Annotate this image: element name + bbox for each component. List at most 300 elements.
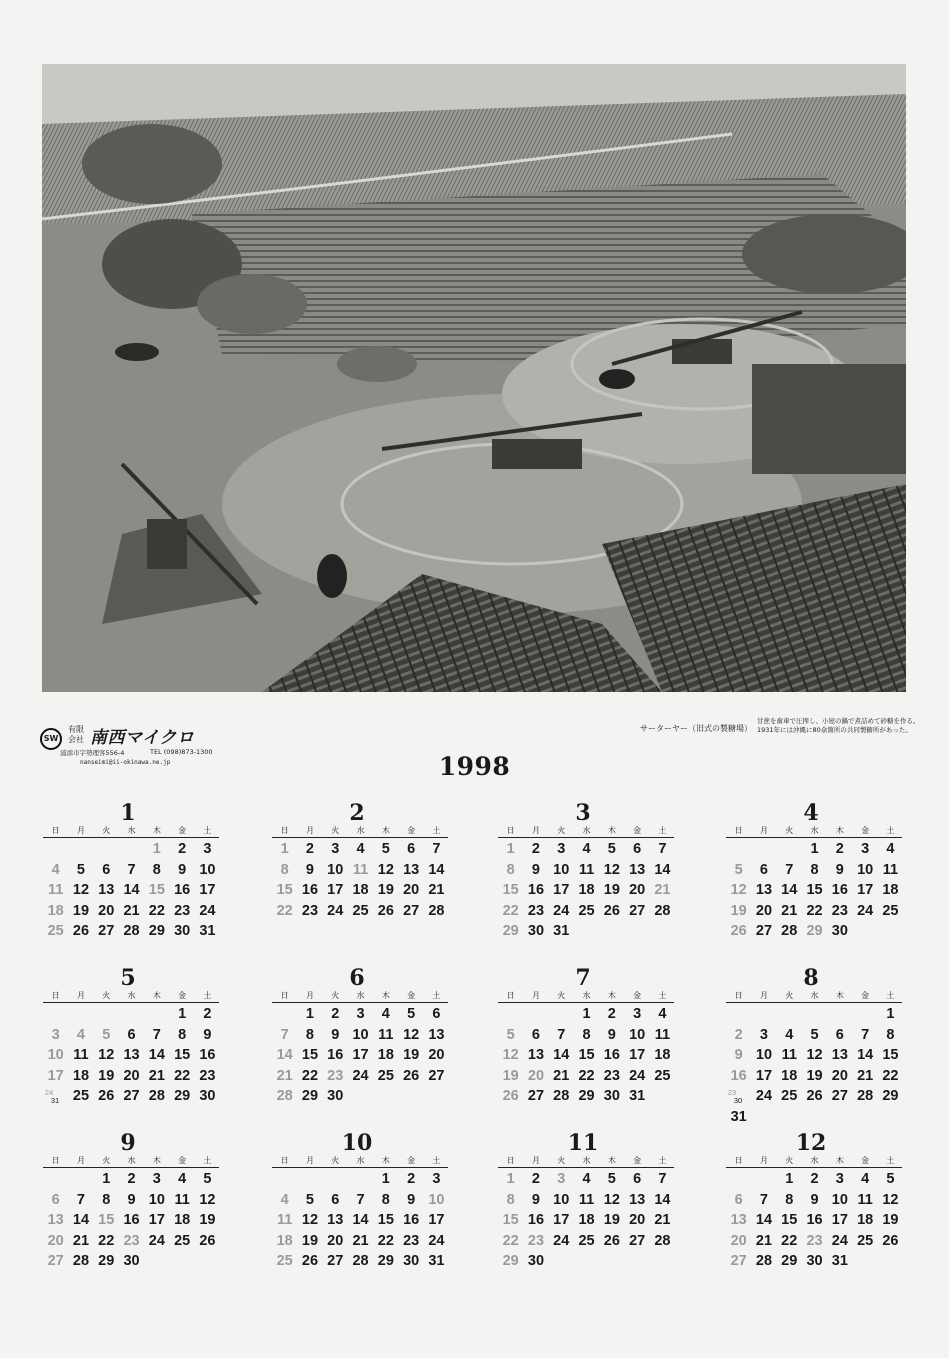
day-cell: 21 [755, 1232, 773, 1249]
day-cell: 19 [72, 902, 90, 919]
day-cell: 5 [381, 841, 390, 857]
day-cell: 1 [506, 1171, 515, 1187]
company-address: 浦添市字勢理客556-4 [60, 749, 125, 757]
day-cell: 20 [629, 882, 646, 898]
weekday-label: 月 [759, 991, 768, 1000]
day-cell: 9 [305, 861, 314, 878]
weekday-label: 月 [759, 826, 768, 835]
day-cell: 17 [553, 1212, 570, 1228]
day-cell: 21 [352, 1232, 369, 1249]
day-cell: 3 [759, 1026, 768, 1043]
day-cell: 3 [432, 1171, 441, 1187]
day-cell: 3 [557, 841, 566, 857]
day-cell: 1 [886, 1006, 895, 1022]
month-5 [43, 965, 219, 1115]
day-cell: 19 [882, 1212, 899, 1228]
month-9 [43, 1130, 219, 1280]
weekday-header [43, 826, 219, 838]
day-cell: 3 [356, 1006, 365, 1022]
weekday-label: 火 [557, 1156, 566, 1165]
day-cell: 26 [882, 1232, 899, 1249]
day-cell: 4 [356, 841, 365, 857]
day-cell: 9 [607, 1026, 616, 1043]
day-cell: 22 [148, 902, 165, 919]
weekday-label: 土 [886, 826, 895, 835]
day-cell: 13 [629, 1191, 646, 1208]
day-cell: 13 [755, 882, 773, 898]
day-cell: 27 [98, 923, 115, 939]
weekday-label: 金 [178, 826, 187, 835]
day-cell: 26 [806, 1088, 823, 1104]
weekday-label: 月 [305, 991, 314, 1000]
day-cell: 14 [654, 1191, 671, 1208]
day-cell: 7 [152, 1026, 161, 1043]
day-cell: 12 [730, 882, 747, 898]
weekday-label: 月 [531, 991, 540, 1000]
day-cell: 4 [658, 1006, 667, 1022]
day-cell: 23 [603, 1067, 620, 1084]
day-cell: 15 [502, 1212, 519, 1228]
day-cell: 17 [327, 882, 344, 898]
weekday-label: 日 [506, 1156, 515, 1165]
day-cell: 9 [734, 1047, 743, 1063]
day-cell: 24 [553, 902, 570, 919]
day-cell: 10 [428, 1191, 445, 1208]
day-cell: 24 [199, 902, 216, 919]
weekday-label: 木 [607, 826, 616, 835]
day-cell: 2 [607, 1006, 616, 1022]
day-cell: 7 [76, 1191, 85, 1208]
day-cell: 28 [72, 1253, 90, 1269]
day-cell: 19 [377, 882, 394, 898]
day-cell: 3 [861, 841, 870, 857]
day-cell: 1 [178, 1006, 187, 1022]
day-cell: 17 [199, 882, 216, 898]
day-cell: 11 [73, 1047, 89, 1063]
weekday-label: 日 [506, 991, 515, 1000]
company-name: 南西マイクロ [90, 728, 195, 748]
day-cell: 21 [781, 902, 798, 919]
day-grid [726, 1004, 902, 1127]
day-cell: 18 [882, 882, 899, 898]
day-grid [726, 839, 902, 942]
day-cell: 23 [199, 1067, 216, 1084]
day-cell: 13 [428, 1026, 445, 1043]
day-cell: 16 [174, 882, 191, 898]
day-cell: 27 [403, 902, 420, 919]
day-cell: 7 [759, 1191, 768, 1208]
day-cell: 10 [199, 861, 216, 878]
day-cell: 23 [301, 902, 319, 919]
day-cell: 30 [527, 923, 545, 939]
month-number: 9 [120, 1130, 136, 1156]
day-cell: 29 [806, 923, 823, 939]
day-cell: 13 [629, 861, 646, 878]
day-cell: 23 30 [727, 1088, 743, 1105]
day-cell: 10 [47, 1047, 64, 1063]
weekday-header [272, 991, 448, 1003]
day-cell: 3 [331, 841, 340, 857]
month-number: 6 [349, 965, 365, 991]
day-grid [272, 839, 448, 921]
day-cell: 18 [174, 1212, 191, 1228]
day-cell: 5 [810, 1026, 819, 1043]
day-cell: 15 [377, 1212, 394, 1228]
day-cell: 28 [148, 1088, 165, 1104]
day-cell: 26 [603, 902, 620, 919]
weekday-label: 火 [331, 991, 340, 1000]
day-cell: 2 [127, 1171, 136, 1187]
day-cell: 5 [506, 1026, 515, 1043]
day-cell: 13 [403, 861, 420, 878]
weekday-label: 日 [734, 826, 743, 835]
day-cell: 27 [527, 1088, 545, 1104]
day-cell: 31 [629, 1088, 646, 1104]
day-cell: 20 [527, 1067, 545, 1084]
weekday-label: 月 [531, 826, 540, 835]
month-number: 12 [795, 1130, 827, 1156]
day-cell: 11 [578, 861, 595, 878]
day-cell: 30 [527, 1253, 545, 1269]
day-cell: 24 [352, 1067, 369, 1084]
day-cell: 15 [98, 1212, 115, 1228]
day-cell: 5 [203, 1171, 212, 1187]
day-cell: 11 [378, 1026, 394, 1043]
company-type: 有限 会社 [68, 725, 84, 744]
weekday-label: 土 [658, 1156, 667, 1165]
day-grid [43, 839, 219, 942]
day-cell: 15 [781, 1212, 798, 1228]
day-cell: 28 [553, 1088, 570, 1104]
day-cell: 20 [403, 882, 420, 898]
month-number: 10 [341, 1130, 373, 1156]
day-cell: 8 [810, 861, 819, 878]
weekday-header [498, 991, 674, 1003]
day-cell: 18 [72, 1067, 90, 1084]
day-cell: 7 [658, 841, 667, 857]
company-phone: TEL (098)873-1300 [150, 748, 213, 756]
weekday-label: 月 [76, 991, 85, 1000]
day-cell: 11 [781, 1047, 797, 1063]
weekday-label: 土 [886, 991, 895, 1000]
day-cell: 25 [882, 902, 899, 919]
day-cell: 28 [755, 1253, 773, 1269]
day-cell: 12 [98, 1047, 115, 1063]
month-11 [498, 1130, 674, 1280]
day-cell: 21 [123, 902, 140, 919]
weekday-label: 金 [633, 1156, 642, 1165]
day-cell: 29 [148, 923, 165, 939]
day-cell: 24 [629, 1067, 646, 1084]
day-cell: 13 [327, 1212, 344, 1228]
day-cell: 15 [502, 882, 519, 898]
weekday-label: 木 [381, 991, 390, 1000]
day-grid [498, 1169, 674, 1272]
weekday-label: 金 [633, 991, 642, 1000]
day-cell: 17 [831, 1212, 848, 1228]
day-cell: 27 [123, 1088, 140, 1104]
day-cell: 2 [203, 1006, 212, 1022]
day-cell: 7 [557, 1026, 566, 1043]
day-cell: 22 [301, 1067, 319, 1084]
company-email: nanseimi@ii-okinawa.ne.jp [80, 759, 171, 766]
day-cell: 30 [806, 1253, 823, 1269]
weekday-label: 金 [407, 991, 416, 1000]
day-cell: 6 [407, 841, 416, 857]
day-cell: 29 [377, 1253, 394, 1269]
day-cell: 5 [607, 1171, 616, 1187]
weekday-label: 月 [305, 826, 314, 835]
day-cell: 13 [730, 1212, 747, 1228]
day-cell: 17 [148, 1212, 165, 1228]
day-cell: 30 [403, 1253, 420, 1269]
day-cell: 20 [755, 902, 773, 919]
day-cell: 18 [654, 1047, 671, 1063]
day-cell: 26 [403, 1067, 420, 1084]
day-cell: 5 [886, 1171, 895, 1187]
weekday-label: 金 [407, 1156, 416, 1165]
day-cell: 4 [785, 1026, 794, 1043]
day-cell: 30 [199, 1088, 216, 1104]
day-cell: 6 [127, 1026, 136, 1043]
day-cell: 29 [502, 1253, 519, 1269]
day-cell: 22 [806, 902, 823, 919]
month-number: 3 [575, 800, 591, 826]
day-cell: 26 [377, 902, 394, 919]
day-cell: 10 [755, 1047, 773, 1063]
day-cell: 14 [276, 1047, 293, 1063]
weekday-label: 水 [127, 826, 136, 835]
day-cell: 16 [301, 882, 319, 898]
day-cell: 3 [51, 1026, 60, 1043]
weekday-label: 水 [582, 1156, 591, 1165]
day-cell: 4 [381, 1006, 390, 1022]
day-cell: 17 [352, 1047, 369, 1063]
day-cell: 22 [174, 1067, 191, 1084]
day-cell: 3 [152, 1171, 161, 1187]
weekday-header [498, 826, 674, 838]
month-number: 8 [803, 965, 819, 991]
day-cell: 29 [301, 1088, 319, 1104]
weekday-label: 土 [203, 826, 212, 835]
day-cell: 17 [47, 1067, 64, 1084]
day-cell: 21 [553, 1067, 570, 1084]
day-cell: 25 [276, 1253, 293, 1269]
day-cell: 8 [152, 861, 161, 878]
month-6 [272, 965, 448, 1115]
day-cell: 25 [654, 1067, 671, 1084]
day-cell: 16 [199, 1047, 216, 1063]
day-cell: 21 [857, 1067, 874, 1084]
day-cell: 12 [806, 1047, 823, 1063]
weekday-header [726, 826, 902, 838]
day-grid [272, 1169, 448, 1272]
day-cell: 25 [781, 1088, 798, 1104]
weekday-label: 金 [178, 991, 187, 1000]
day-cell: 20 [730, 1232, 747, 1249]
day-cell: 5 [305, 1191, 314, 1208]
weekday-label: 月 [76, 826, 85, 835]
day-cell: 12 [72, 882, 90, 898]
day-cell: 28 [781, 923, 798, 939]
weekday-label: 土 [886, 1156, 895, 1165]
day-cell: 20 [98, 902, 115, 919]
day-cell: 18 [377, 1047, 394, 1063]
day-cell: 21 [276, 1067, 293, 1084]
day-cell: 19 [403, 1047, 420, 1063]
weekday-label: 土 [432, 826, 441, 835]
weekday-label: 水 [582, 826, 591, 835]
weekday-label: 金 [178, 1156, 187, 1165]
day-cell: 25 [47, 923, 64, 939]
day-cell: 14 [123, 882, 140, 898]
day-cell: 13 [47, 1212, 64, 1228]
weekday-label: 日 [280, 1156, 289, 1165]
day-cell: 6 [759, 861, 768, 878]
weekday-label: 金 [633, 826, 642, 835]
day-cell: 17 [428, 1212, 445, 1228]
weekday-label: 水 [810, 991, 819, 1000]
day-cell: 29 [882, 1088, 899, 1104]
day-cell: 16 [327, 1047, 344, 1063]
weekday-label: 木 [152, 1156, 161, 1165]
day-cell: 11 [857, 1191, 873, 1208]
day-cell: 7 [356, 1191, 365, 1208]
weekday-label: 木 [607, 991, 616, 1000]
weekday-label: 日 [506, 826, 515, 835]
day-cell: 15 [882, 1047, 899, 1063]
weekday-label: 火 [785, 991, 794, 1000]
day-cell: 30 [327, 1088, 344, 1104]
month-1 [43, 800, 219, 950]
day-grid [272, 1004, 448, 1107]
day-cell: 24 [428, 1232, 445, 1249]
day-cell: 1 [102, 1171, 111, 1187]
day-cell: 5 [734, 861, 743, 878]
day-cell: 20 [123, 1067, 140, 1084]
day-cell: 28 [857, 1088, 874, 1104]
day-cell: 3 [557, 1171, 566, 1187]
day-cell: 22 [98, 1232, 115, 1249]
day-cell: 25 [72, 1088, 90, 1104]
day-cell: 11 [882, 861, 899, 878]
day-cell: 11 [654, 1026, 671, 1043]
day-cell: 27 [428, 1067, 445, 1084]
day-cell: 24 [553, 1232, 570, 1249]
day-cell: 19 [806, 1067, 823, 1084]
month-12 [726, 1130, 902, 1280]
weekday-label: 日 [51, 1156, 60, 1165]
day-cell: 18 [578, 882, 595, 898]
calendar-year: 1998 [438, 752, 511, 781]
day-cell: 13 [831, 1047, 848, 1063]
weekday-label: 水 [127, 991, 136, 1000]
weekday-label: 月 [76, 1156, 85, 1165]
day-cell: 28 [654, 1232, 671, 1249]
weekday-label: 水 [356, 826, 365, 835]
day-cell: 24 [148, 1232, 165, 1249]
day-cell: 8 [582, 1026, 591, 1043]
day-cell: 4 [178, 1171, 187, 1187]
day-cell: 3 [203, 841, 212, 857]
day-cell: 25 [578, 1232, 595, 1249]
day-cell: 21 [654, 1212, 671, 1228]
weekday-label: 土 [203, 1156, 212, 1165]
day-cell: 2 [331, 1006, 340, 1022]
day-cell: 16 [527, 882, 545, 898]
day-cell: 14 [352, 1212, 369, 1228]
day-cell: 15 [174, 1047, 191, 1063]
day-cell: 14 [553, 1047, 570, 1063]
day-cell: 4 [582, 841, 591, 857]
day-cell: 9 [407, 1191, 416, 1208]
day-grid [726, 1169, 902, 1272]
day-cell: 9 [127, 1191, 136, 1208]
day-cell: 8 [178, 1026, 187, 1043]
day-cell: 11 [276, 1212, 293, 1228]
day-cell: 12 [603, 1191, 620, 1208]
day-cell: 12 [301, 1212, 319, 1228]
day-cell: 15 [148, 882, 165, 898]
day-cell: 1 [280, 841, 289, 857]
day-cell: 16 [603, 1047, 620, 1063]
day-grid [43, 1004, 219, 1107]
month-7 [498, 965, 674, 1115]
weekday-header [726, 1156, 902, 1168]
weekday-label: 火 [557, 991, 566, 1000]
day-cell: 2 [178, 841, 187, 857]
day-cell: 19 [98, 1067, 115, 1084]
day-cell: 25 [174, 1232, 191, 1249]
weekday-label: 日 [734, 1156, 743, 1165]
day-cell: 23 [527, 1232, 545, 1249]
day-cell: 1 [305, 1006, 314, 1022]
weekday-label: 水 [127, 1156, 136, 1165]
day-cell: 10 [831, 1191, 848, 1208]
day-cell: 17 [857, 882, 874, 898]
weekday-label: 日 [280, 991, 289, 1000]
weekday-label: 金 [861, 826, 870, 835]
day-cell: 25 [578, 902, 595, 919]
day-cell: 3 [633, 1006, 642, 1022]
weekday-label: 土 [203, 991, 212, 1000]
day-cell: 28 [428, 902, 445, 919]
day-cell: 27 [831, 1088, 848, 1104]
day-cell: 25 [352, 902, 369, 919]
day-cell: 6 [432, 1006, 441, 1022]
day-cell: 16 [527, 1212, 545, 1228]
day-cell: 16 [123, 1212, 140, 1228]
day-cell: 31 [428, 1253, 445, 1269]
day-cell: 13 [98, 882, 115, 898]
day-cell: 6 [734, 1191, 743, 1208]
day-cell: 8 [785, 1191, 794, 1208]
weekday-header [272, 826, 448, 838]
day-cell: 7 [785, 861, 794, 878]
weekday-label: 木 [607, 1156, 616, 1165]
day-grid [498, 1004, 674, 1107]
day-cell: 23 [327, 1067, 344, 1084]
day-cell: 29 [502, 923, 519, 939]
day-cell: 1 [381, 1171, 390, 1187]
day-cell: 18 [781, 1067, 798, 1084]
weekday-header [272, 1156, 448, 1168]
day-cell: 19 [502, 1067, 519, 1084]
day-cell: 18 [857, 1212, 874, 1228]
day-cell: 21 [428, 882, 445, 898]
day-cell: 2 [734, 1026, 743, 1043]
weekday-label: 木 [152, 826, 161, 835]
